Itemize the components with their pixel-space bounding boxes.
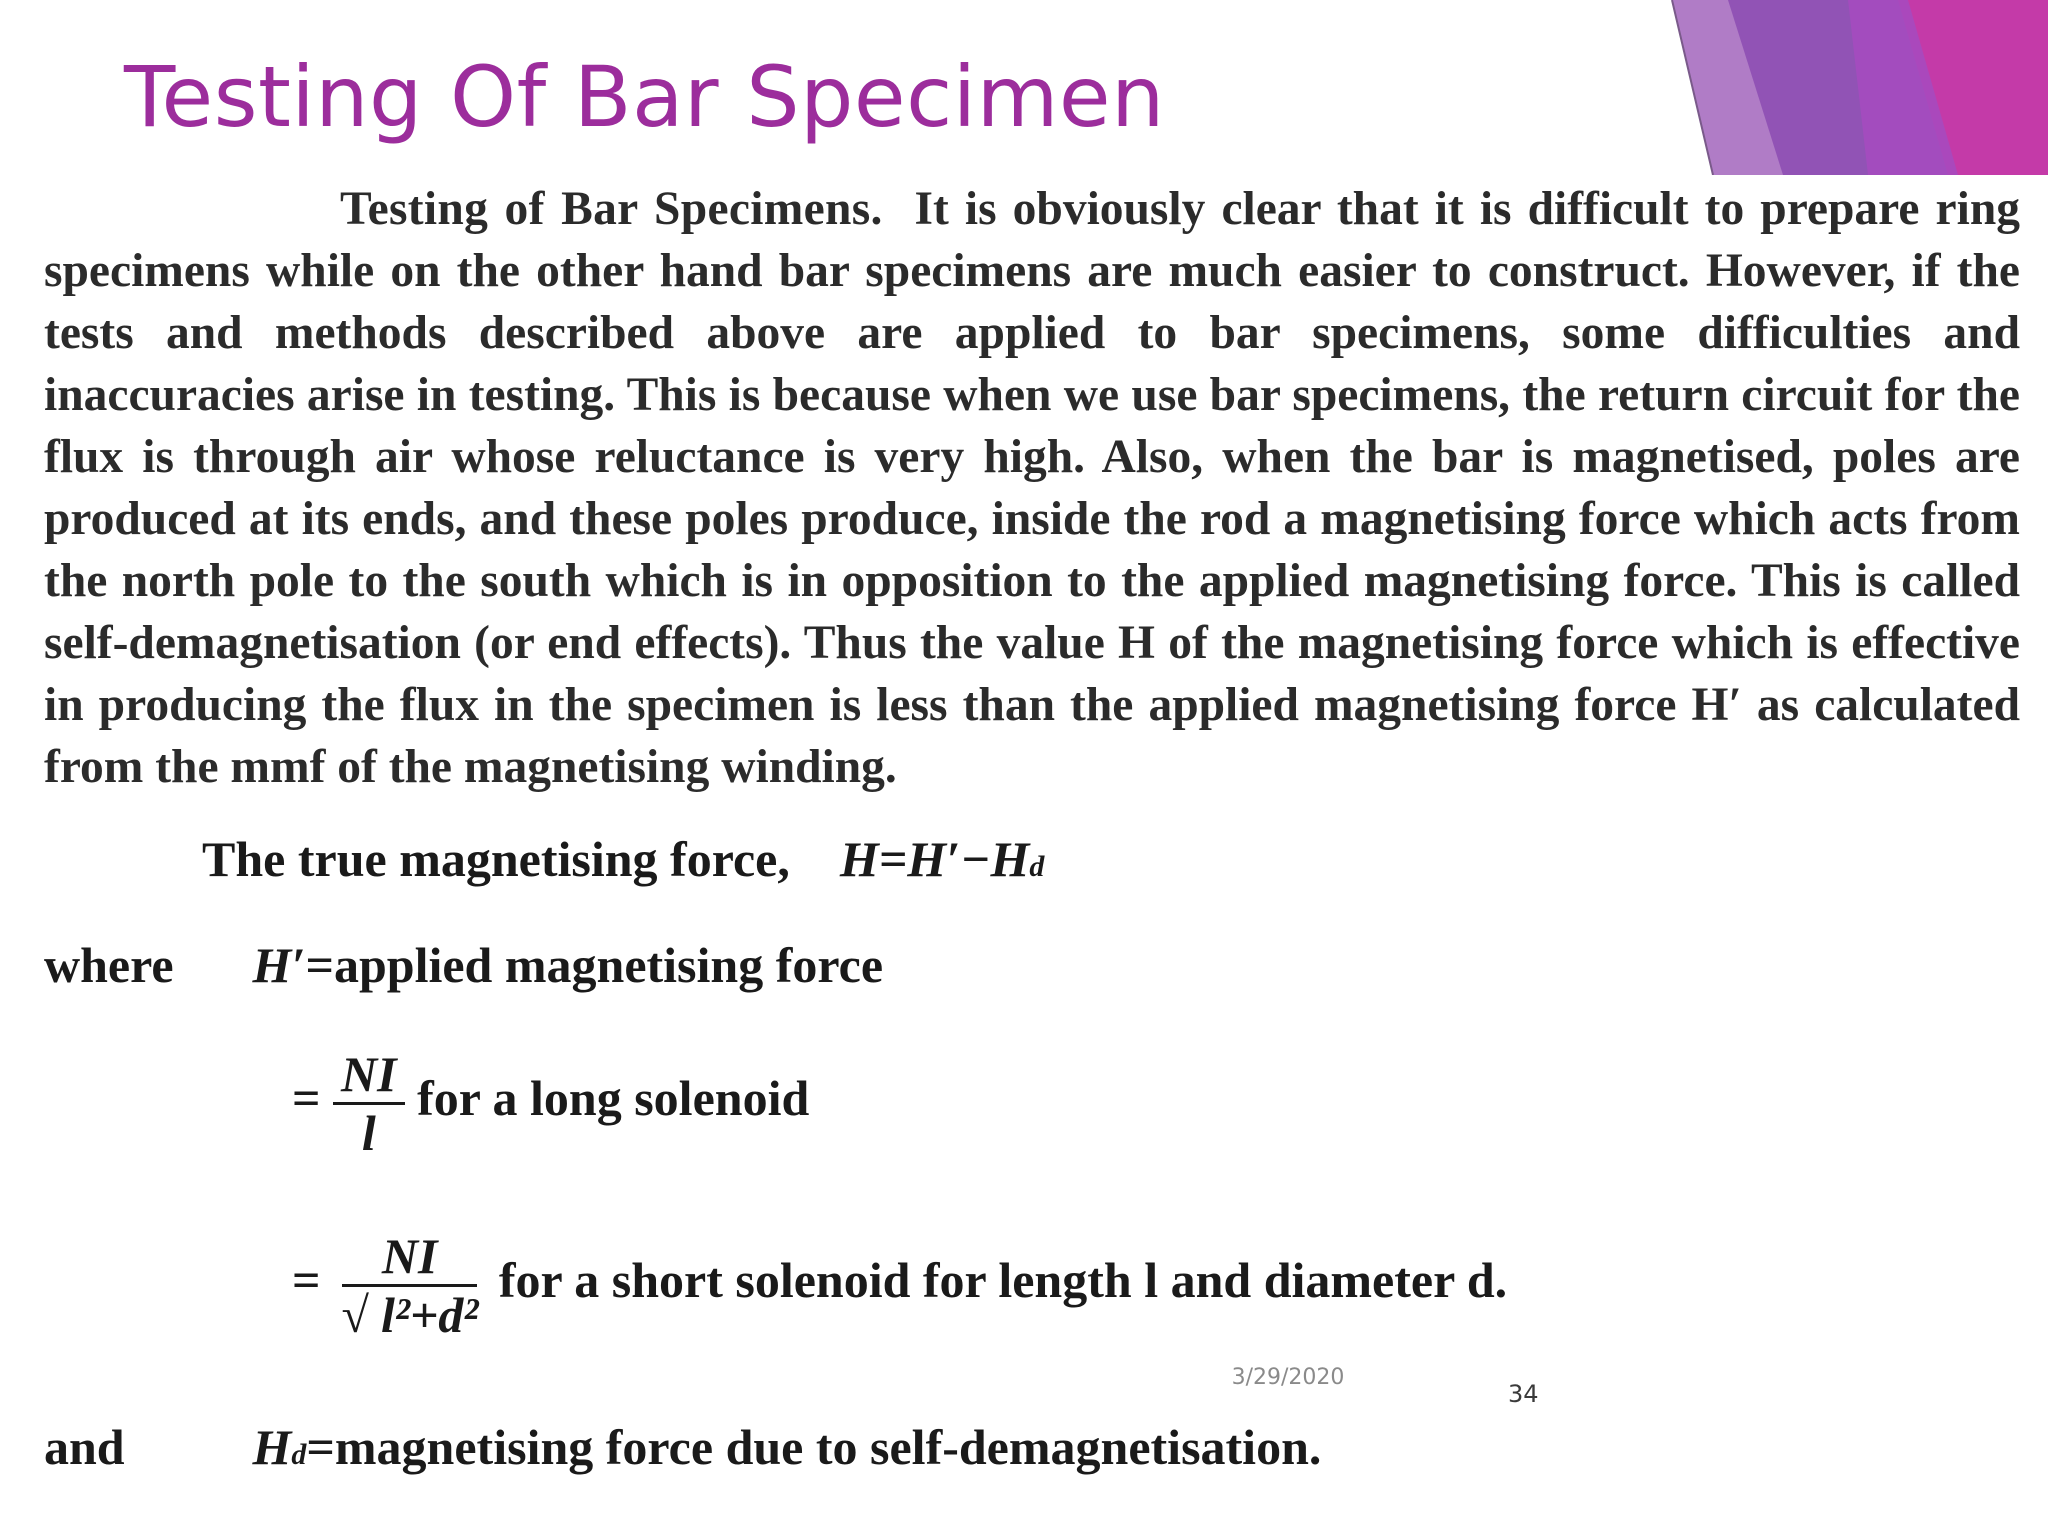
fraction-numerator: NI <box>342 1228 478 1287</box>
short-solenoid-fraction <box>333 1228 486 1343</box>
slide-title: Testing Of Bar Specimen <box>124 48 1165 146</box>
equation-true-force <box>202 830 1044 888</box>
fraction-denominator: √ l²+d² <box>341 1287 479 1343</box>
slide-page-number: 34 <box>1508 1380 1539 1408</box>
scanned-text-image <box>44 178 2020 1518</box>
where-line <box>44 936 883 994</box>
where-label: where <box>44 937 174 993</box>
long-solenoid-fraction <box>333 1046 405 1161</box>
and-symbol: H <box>252 1419 292 1475</box>
short-solenoid-line: = $\frac{NI}{\text{√ l²+d²}}$ for a short solenoid for length l and diameter d. <box>292 1228 1508 1343</box>
where-symbol: H′ <box>252 937 306 993</box>
where-definition: =applied magnetising force <box>305 937 884 993</box>
body-paragraph: Testing of Bar Specimens. It is obviously clear that it is difficult to prepare ring specimens while on the other hand bar specimens are much easier to construct. However, if the tests and methods described above are applied to bar specimens, some difficulties and inaccuracies arise in testing. This is because when we use bar specimens, the return circuit for the flux is through air whose reluctance is very high. Also, when the bar is magnetised, poles are produced at its ends, and these poles produce, inside the rod a magnetising force which acts from the north pole to the south which is in opposition to the applied magnetising force. This is called self-demagnetisation (or end effects). Thus the value H of the magnetising force which is effective in producing the flux in the specimen is less than the applied magnetising force H′ as calculated from the mmf of the magnetising winding. <box>44 183 2020 793</box>
section-heading: Testing of Bar Specimens <box>340 183 871 235</box>
and-definition: =magnetising force due to self-demagnetisation. <box>306 1419 1322 1475</box>
short-solenoid-text: for a short solenoid for length l and diameter d. <box>498 1251 1508 1308</box>
and-label: and <box>44 1419 125 1475</box>
long-solenoid-text: for a long solenoid <box>417 1069 810 1126</box>
and-subscript: d <box>291 1438 307 1471</box>
equation-formula: H=H′−H <box>839 831 1030 887</box>
fraction-numerator: NI <box>333 1046 405 1105</box>
fraction-denominator: l <box>361 1105 376 1161</box>
corner-decoration <box>1568 0 2048 175</box>
slide-date: 3/29/2020 <box>1231 1365 1345 1390</box>
long-solenoid-line: = $\frac{NI}{l}$ for a long solenoid <box>292 1046 810 1161</box>
equation-label: The true magnetising force, <box>202 831 790 887</box>
equation-subscript: d <box>1029 850 1045 883</box>
and-line <box>44 1418 1321 1476</box>
paragraph-text: It is obviously clear that it is difficult to prepare ring specimens while on the other hand bar specimens are much easier to construct. However, if the tests and methods described above are applied to bar specimens, some difficulties and inaccuracies arise in testing. This is because when we use bar specimens, the return circuit for the flux is through air whose reluctance is very high. Also, when the bar is magnetised, poles are produced at its ends, and these poles produce, inside the rod a magnetising force which acts from the north pole to the south which is in opposition to the applied magnetising force. This is called self-demagnetisation (or end effects). Thus the value H of the magnetising force which is effective in producing the flux in the specimen is less than the applied magnetising force H′ as calculated from the mmf of the magnetising winding. <box>44 183 2020 793</box>
